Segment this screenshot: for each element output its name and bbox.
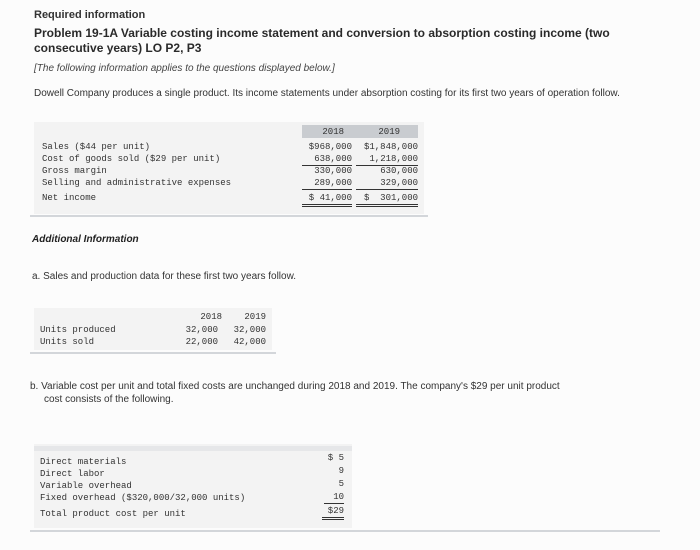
units-row-label: Units sold [40, 337, 95, 347]
units-value-2019: 32,000 [233, 325, 266, 335]
cost-value: 10 [324, 491, 344, 504]
cost-row-label: Variable overhead [40, 481, 132, 491]
cost-row-label: Total product cost per unit [40, 509, 186, 519]
problem-title: Problem 19-1A Variable costing income statement and conversion to absorption costing income (two consecutive years) LO P2, P3 [34, 26, 610, 55]
additional-information-heading: Additional Information [32, 234, 139, 245]
income-value-2018: 330,000 [314, 166, 352, 176]
income-value-2019: 329,000 [356, 177, 418, 190]
cost-value: 9 [338, 466, 344, 476]
cost-row-label: Direct materials [40, 457, 127, 467]
section-divider [30, 215, 428, 217]
income-value-2018: 289,000 [302, 177, 352, 190]
income-value-2019: $ 301,000 [356, 192, 418, 207]
income-row-label: Selling and administrative expenses [42, 178, 232, 188]
income-value-2018: 638,000 [302, 153, 352, 166]
section-divider [30, 530, 660, 532]
income-row-label: Gross margin [42, 166, 107, 176]
units-table [34, 308, 272, 350]
intro-text: Dowell Company produces a single product. Its income statements under absorption costing for its first two years of operation follow. [34, 88, 620, 99]
income-col-2019: 2019 [378, 127, 400, 137]
income-value-2018: $968,000 [308, 142, 352, 152]
cost-value: 5 [338, 479, 344, 489]
units-row-label: Units produced [40, 325, 116, 335]
required-information-label: Required information [34, 9, 146, 21]
cost-row-label: Fixed overhead ($320,000/32,000 units) [40, 493, 246, 503]
info-note: [The following information applies to the questions displayed below.] [34, 63, 335, 74]
cost-value: $ 5 [327, 453, 344, 463]
cost-row-label: Direct labor [40, 469, 105, 479]
part-b-text-line1: b. Variable cost per unit and total fixed costs are unchanged during 2018 and 2019. The company's $29 per unit product [30, 381, 560, 392]
income-value-2018: $ 41,000 [302, 192, 352, 207]
units-value-2018: 22,000 [185, 337, 218, 347]
income-value-2019: 1,218,000 [356, 153, 418, 166]
product-cost-table [34, 444, 352, 528]
units-col-2019: 2019 [244, 312, 266, 322]
units-value-2019: 42,000 [233, 337, 266, 347]
cost-header-bar [34, 446, 352, 451]
part-a-text: a. Sales and production data for these first two years follow. [32, 271, 297, 282]
income-statement-table [34, 122, 424, 214]
units-col-2018: 2018 [200, 312, 222, 322]
section-divider [30, 352, 276, 354]
cost-value: $29 [322, 505, 344, 520]
income-col-2018: 2018 [322, 127, 344, 137]
income-value-2019: 630,000 [380, 166, 418, 176]
income-row-label: Cost of goods sold ($29 per unit) [42, 154, 221, 164]
income-row-label: Sales ($44 per unit) [42, 142, 151, 152]
income-value-2019: $1,848,000 [363, 142, 418, 152]
part-b-text-line2: cost consists of the following. [44, 394, 174, 405]
income-row-label: Net income [42, 193, 97, 203]
units-value-2018: 32,000 [185, 325, 218, 335]
